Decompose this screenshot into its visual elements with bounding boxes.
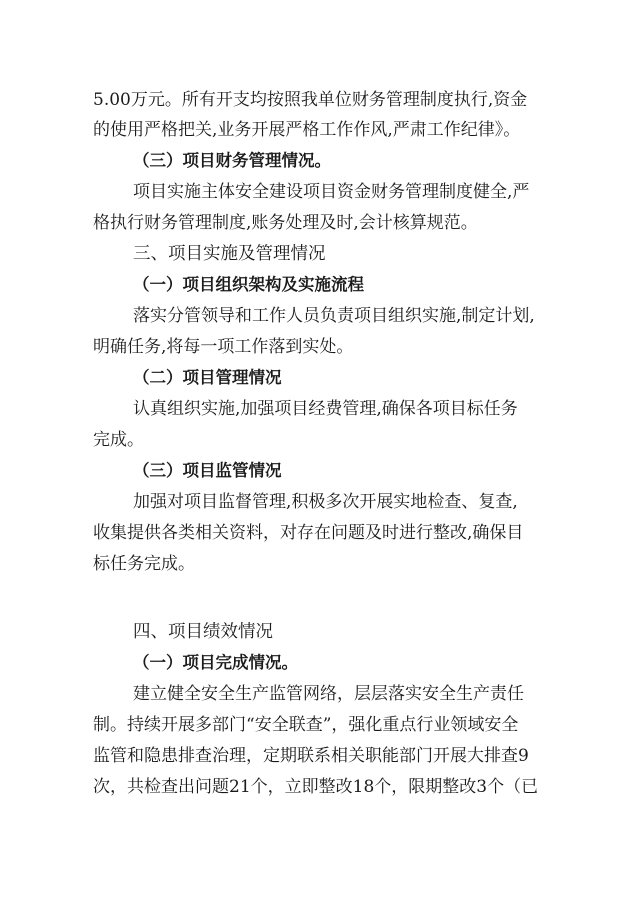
body-text-line: 落实分管领导和工作人员负责项目组织实施,制定计划,	[133, 306, 535, 326]
body-text-line: 收集提供各类相关资料，对存在问题及时进行整改,确保目	[93, 523, 524, 543]
body-text-line: 监管和隐患排查治理，定期联系相关职能部门开展大排查9	[93, 746, 529, 766]
section-subheading: （二）项目管理情况	[133, 368, 282, 387]
section-subheading: （一）项目组织架构及实施流程	[133, 275, 364, 294]
body-text-line: 次，共检查出问题21个，立即整改18个，限期整改3个（已	[93, 777, 539, 797]
body-text-line: 的使用严格把关,业务开展严格工作作风,严肃工作纪律》。	[93, 120, 521, 140]
body-text-line: 5.00万元。所有开支均按照我单位财务管理制度执行,资金	[93, 90, 528, 110]
section-subheading: （三）项目监管情况	[133, 461, 282, 480]
body-text-line: 认真组织实施,加强项目经费管理,确保各项目标任务	[133, 399, 518, 419]
body-text-line: 格执行财务管理制度,账务处理及时,会计核算规范。	[93, 213, 478, 233]
body-text-line: 建立健全安全生产监管网络，层层落实安全生产责任	[133, 684, 524, 704]
body-text-line: 制。持续开展多部门“安全联查”，强化重点行业领域安全	[93, 715, 519, 735]
body-text-line: 标任务完成。	[93, 554, 195, 574]
section-heading: 四、项目绩效情况	[133, 622, 273, 642]
body-text-line: 加强对项目监督管理,积极多次开展实地检查、复查,	[133, 492, 518, 512]
section-heading: 三、项目实施及管理情况	[133, 244, 326, 264]
body-text-line: 完成。	[93, 430, 144, 450]
body-text-line: 项目实施主体安全建设项目资金财务管理制度健全,严	[133, 182, 530, 202]
section-subheading: （一）项目完成情况。	[133, 653, 298, 672]
section-subheading: （三）项目财务管理情况。	[133, 151, 331, 170]
body-text-line: 明确任务,将每一项工作落到实处。	[93, 337, 354, 357]
